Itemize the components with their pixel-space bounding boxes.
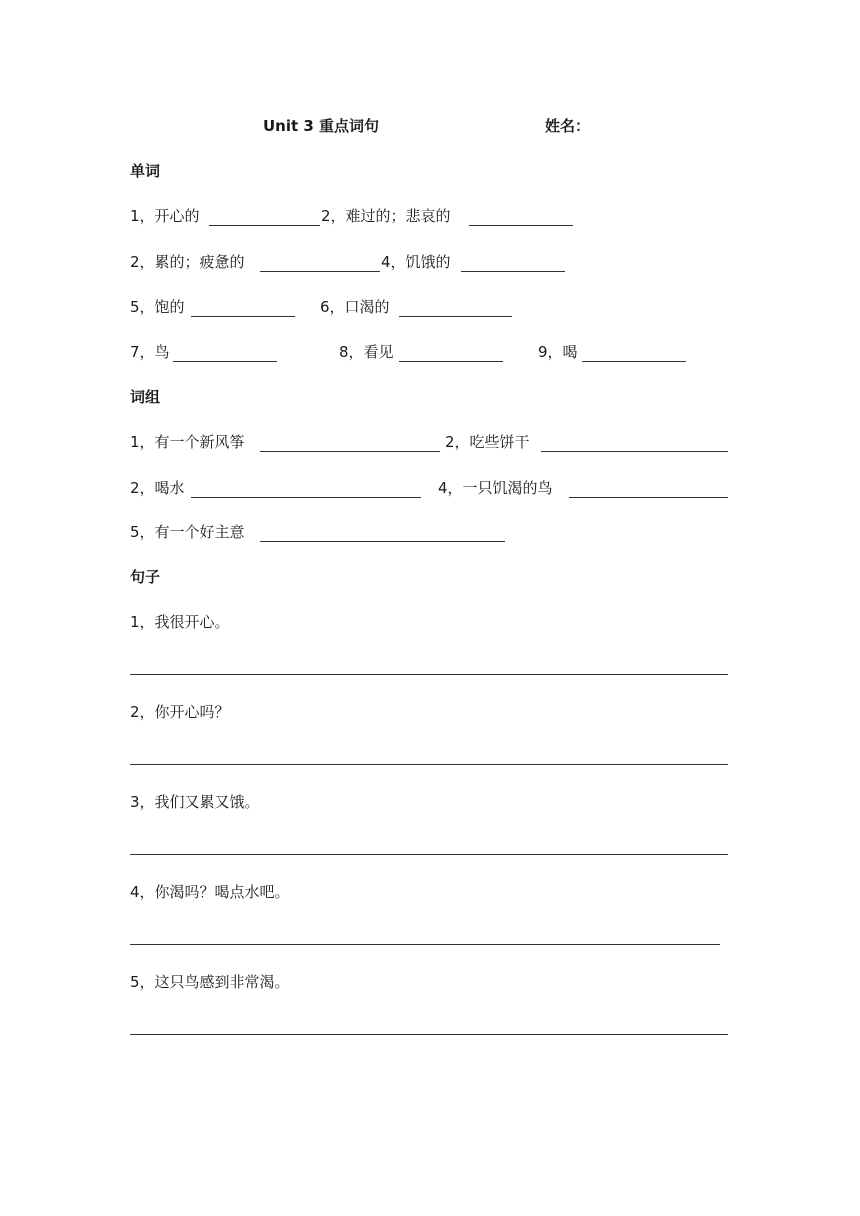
sentence-item-4-label: 4，你渴吗？喝点水吧。	[130, 883, 290, 901]
sentence-item-4-answer-line[interactable]	[130, 944, 720, 945]
phrase-item-3-blank[interactable]	[191, 497, 421, 498]
word-item-3-label: 2，累的；疲惫的	[130, 253, 245, 271]
word-item-6-blank[interactable]	[399, 316, 512, 317]
word-item-9-blank[interactable]	[582, 361, 686, 362]
word-item-4-blank[interactable]	[461, 271, 565, 272]
sentence-item-2-label: 2，你开心吗？	[130, 703, 230, 721]
word-item-3-blank[interactable]	[260, 271, 380, 272]
sentence-item-1-answer-line[interactable]	[130, 674, 728, 675]
word-item-7-label: 7，鸟	[130, 343, 170, 361]
name-label: 姓名：	[545, 117, 591, 135]
page-title: Unit 3 重点词句	[263, 117, 380, 135]
word-item-1-blank[interactable]	[209, 225, 320, 226]
sentence-item-3-answer-line[interactable]	[130, 854, 728, 855]
word-item-6-label: 6，口渴的	[320, 298, 390, 316]
phrase-item-4-blank[interactable]	[569, 497, 728, 498]
section-heading-words: 单词	[130, 162, 161, 180]
sentence-item-3-label: 3，我们又累又饿。	[130, 793, 260, 811]
word-item-9-label: 9，喝	[538, 343, 578, 361]
phrase-item-2-label: 2，吃些饼干	[445, 433, 530, 451]
word-item-1-label: 1，开心的	[130, 207, 200, 225]
phrase-item-3-label: 2，喝水	[130, 479, 185, 497]
word-item-4-label: 4，饥饿的	[381, 253, 451, 271]
phrase-item-2-blank[interactable]	[541, 451, 728, 452]
word-item-2-blank[interactable]	[469, 225, 573, 226]
phrase-item-4-label: 4，一只饥渴的鸟	[438, 479, 553, 497]
phrase-item-1-label: 1，有一个新风筝	[130, 433, 245, 451]
phrase-item-1-blank[interactable]	[260, 451, 440, 452]
word-item-5-label: 5，饱的	[130, 298, 185, 316]
word-item-5-blank[interactable]	[191, 316, 295, 317]
sentence-item-2-answer-line[interactable]	[130, 764, 728, 765]
word-item-2-label: 2，难过的；悲哀的	[321, 207, 451, 225]
sentence-item-1-label: 1，我很开心。	[130, 613, 230, 631]
phrase-item-5-blank[interactable]	[260, 541, 505, 542]
word-item-8-blank[interactable]	[399, 361, 503, 362]
section-heading-sentences: 句子	[130, 568, 161, 586]
sentence-item-5-answer-line[interactable]	[130, 1034, 728, 1035]
sentence-item-5-label: 5，这只鸟感到非常渴。	[130, 973, 290, 991]
section-heading-phrases: 词组	[130, 388, 161, 406]
phrase-item-5-label: 5，有一个好主意	[130, 523, 245, 541]
word-item-7-blank[interactable]	[173, 361, 277, 362]
word-item-8-label: 8，看见	[339, 343, 394, 361]
